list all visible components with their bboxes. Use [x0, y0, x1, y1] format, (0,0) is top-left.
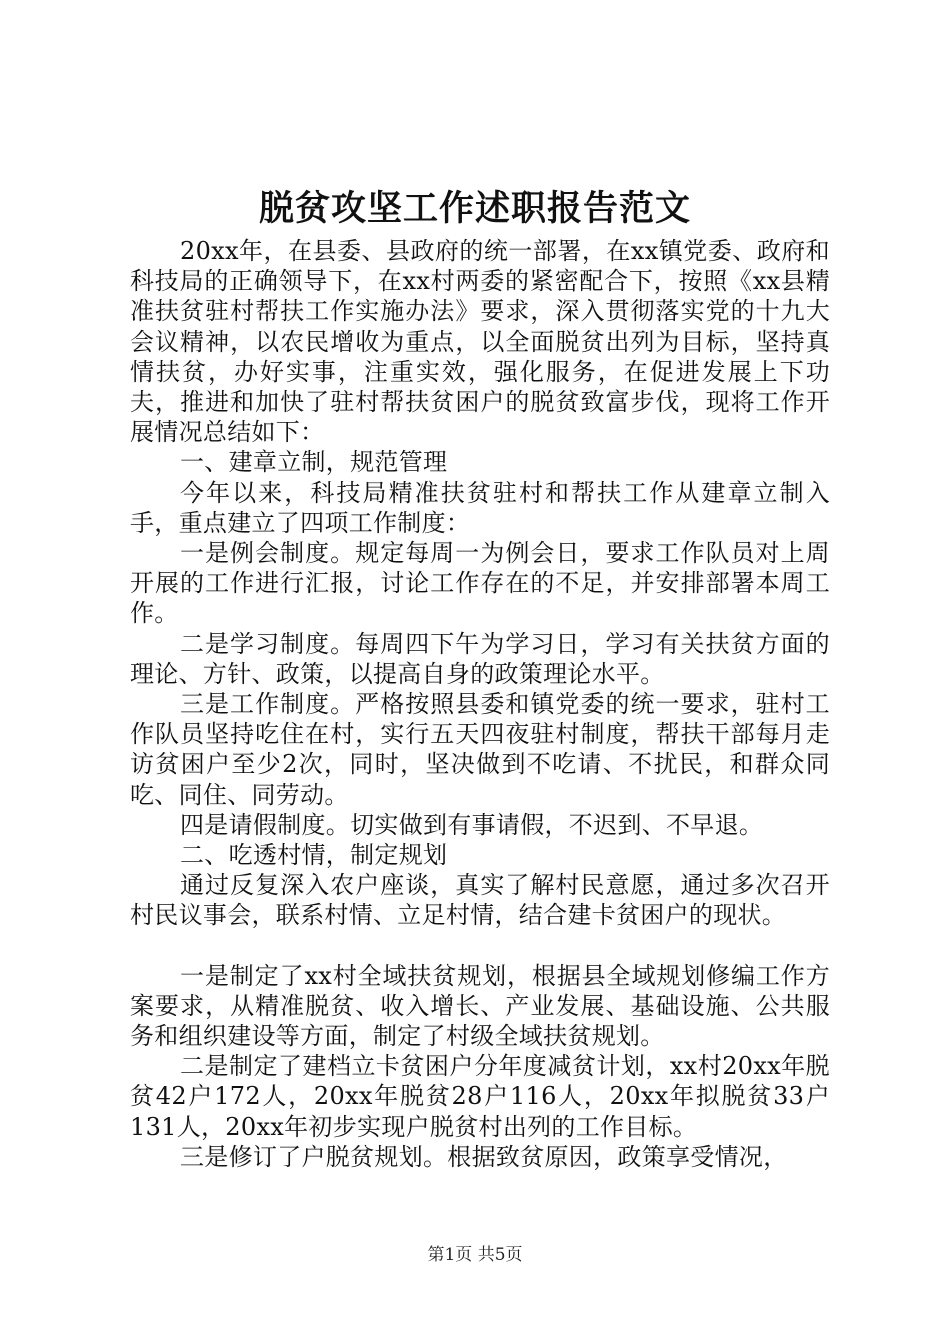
paragraph: 三是修订了户脱贫规划。根据致贫原因，政策享受情况，: [180, 1142, 788, 1171]
paragraph: 三是工作制度。严格按照县委和镇党委的统一要求，驻村工作队员坚持吃住在村，实行五天四夜驻村制度，帮扶干部每月走访贫困户至少2次，同时，坚决做到不吃请、不扰民，和群众同吃、同住、同劳动。: [130, 690, 830, 809]
document-title: 脱贫攻坚工作述职报告范文: [258, 188, 691, 229]
paragraph: 二是制定了建档立卡贫困户分年度减贫计划，xx村20xx年脱贫42户172人，20xx年脱贫28户116人，20xx年拟脱贫33户131人，20xx年初步实现户脱贫村出列的工作目标。: [130, 1052, 830, 1141]
paragraph: 通过反复深入农户座谈，真实了解村民意愿，通过多次召开村民议事会，联系村情、立足村情，结合建卡贫困户的现状。: [130, 871, 830, 930]
intro-paragraph: 20xx年，在县委、县政府的统一部署，在xx镇党委、政府和科技局的正确领导下，在xx村两委的紧密配合下，按照《xx县精准扶贫驻村帮扶工作实施办法》要求，深入贯彻落实党的十九大会议精神，以农民增收为重点，以全面脱贫出列为目标，坚持真情扶贫，办好实事，注重实效，强化服务，在促进发展上下功夫，推进和加快了驻村帮扶贫困户的脱贫致富步伐，现将工作开展情况总结如下：: [130, 237, 830, 447]
section-heading-2: 二、吃透村情，制定规划: [180, 841, 448, 870]
section-heading-1: 一、建章立制，规范管理: [180, 448, 448, 477]
page-number-footer: 第1页 共5页: [427, 1245, 523, 1265]
paragraph: 四是请假制度。切实做到有事请假，不迟到、不早退。: [180, 810, 764, 839]
paragraph: 二是学习制度。每周四下午为学习日，学习有关扶贫方面的理论、方针、政策，以提高自身的政策理论水平。: [130, 629, 830, 688]
paragraph: 一是制定了xx村全域扶贫规划，根据县全域规划修编工作方案要求，从精准脱贫、收入增长、产业发展、基础设施、公共服务和组织建设等方面，制定了村级全域扶贫规划。: [130, 961, 830, 1051]
document-body: [130, 236, 830, 1172]
paragraph: 一是例会制度。规定每周一为例会日，要求工作队员对上周开展的工作进行汇报，讨论工作存在的不足，并安排部署本周工作。: [130, 539, 830, 628]
paragraph: 今年以来，科技局精准扶贫驻村和帮扶工作从建章立制入手，重点建立了四项工作制度：: [130, 478, 830, 537]
